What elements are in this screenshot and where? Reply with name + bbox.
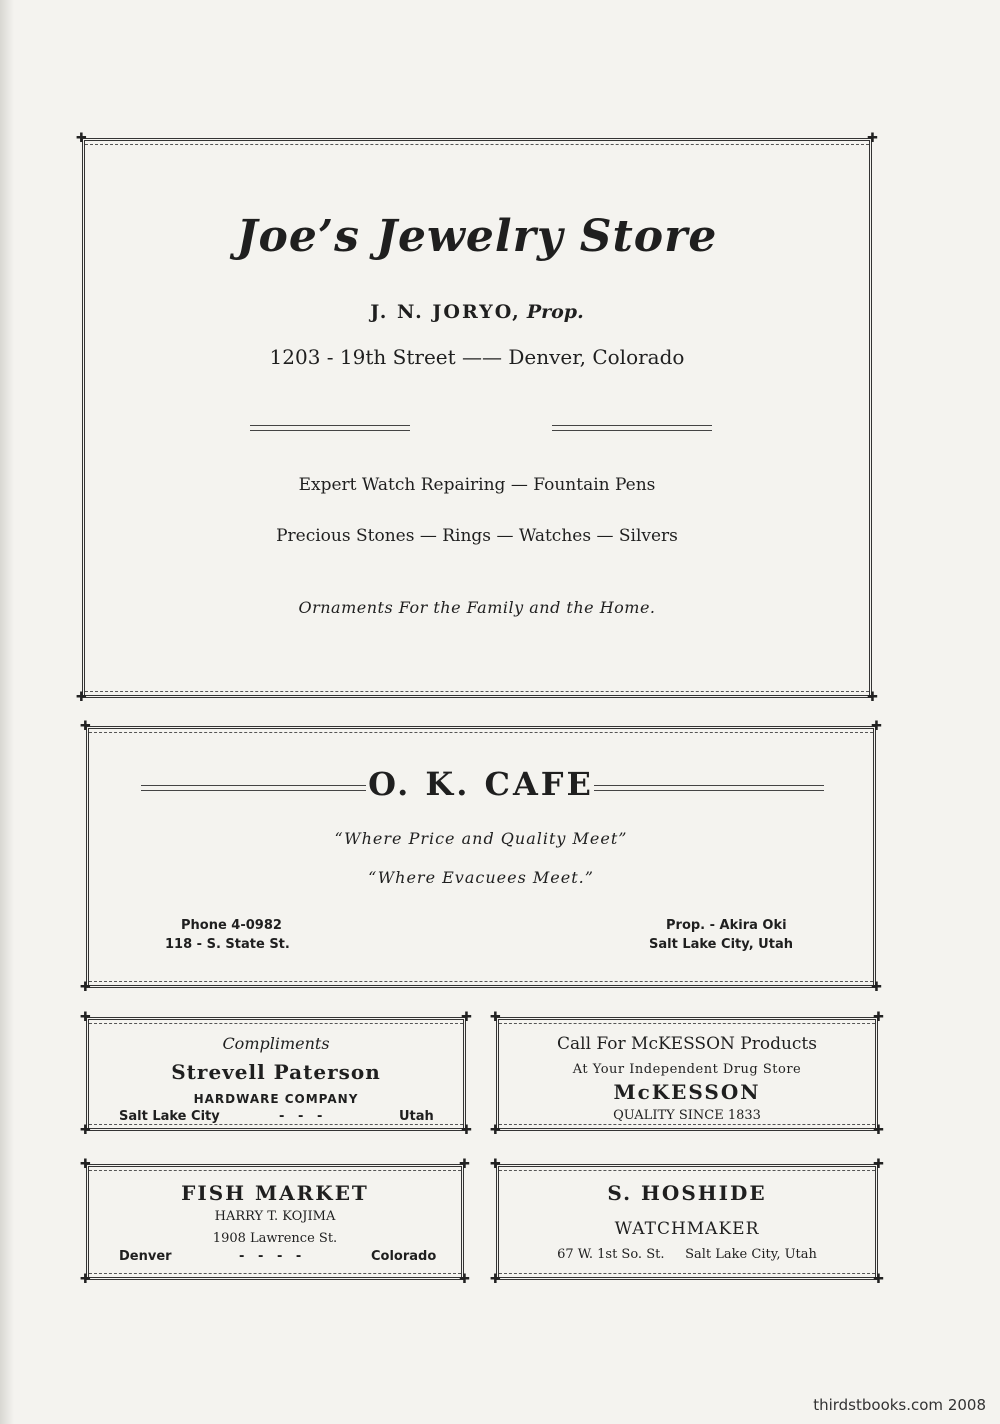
corner-ornament-icon: ✚ <box>873 1010 884 1025</box>
jewelry-services-line1: Expert Watch Repairing — Fountain Pens <box>298 475 656 495</box>
ok-cafe-ad <box>80 719 882 995</box>
corner-ornament-icon: ✚ <box>490 1010 501 1025</box>
jewelry-proprietor <box>85 301 869 323</box>
hardware-compliments: Compliments <box>222 1034 330 1053</box>
hardware-company-ad <box>80 1010 472 1138</box>
fish-market-owner: HARRY T. KOJIMA <box>214 1209 336 1224</box>
corner-ornament-icon: ✚ <box>80 1010 91 1025</box>
fish-market-state: Colorado <box>371 1249 437 1264</box>
jewelry-tagline: Ornaments For the Family and the Home. <box>298 598 656 617</box>
cafe-city: Salt Lake City, Utah <box>649 937 793 952</box>
corner-ornament-icon: ✚ <box>80 1123 91 1138</box>
jewelry-services-line2: Precious Stones — Rings — Watches — Silvers <box>276 526 678 546</box>
corner-ornament-icon: ✚ <box>80 1272 91 1287</box>
corner-ornament-icon: ✚ <box>76 690 87 705</box>
corner-ornament-icon: ✚ <box>871 719 882 734</box>
corner-ornament-icon: ✚ <box>461 1123 472 1138</box>
corner-ornament-icon: ✚ <box>873 1157 884 1172</box>
mckesson-line2: At Your Independent Drug Store <box>572 1062 802 1077</box>
corner-ornament-icon: ✚ <box>76 131 87 146</box>
proprietor-suffix: Prop. <box>526 301 584 323</box>
corner-ornament-icon: ✚ <box>871 980 882 995</box>
fish-market-address: 1908 Lawrence St. <box>212 1231 338 1246</box>
corner-ornament-icon: ✚ <box>459 1272 470 1287</box>
hoshide-trade: WATCHMAKER <box>614 1219 760 1239</box>
mckesson-quality: QUALITY SINCE 1833 <box>613 1108 761 1123</box>
divider-rule-left <box>250 425 410 431</box>
fish-market-city: Denver <box>119 1249 172 1264</box>
cafe-slogan-2: “Where Evacuees Meet.” <box>368 868 594 887</box>
corner-ornament-icon: ✚ <box>80 1157 91 1172</box>
corner-ornament-icon: ✚ <box>490 1157 501 1172</box>
hardware-name: Strevell Paterson <box>171 1060 381 1084</box>
hoshide-ad <box>490 1157 884 1287</box>
cafe-slogan-1: “Where Price and Quality Meet” <box>334 829 628 848</box>
corner-ornament-icon: ✚ <box>80 719 91 734</box>
corner-ornament-icon: ✚ <box>873 1272 884 1287</box>
jewelry-address: 1203 - 19th Street —— Denver, Colorado <box>269 345 685 369</box>
hoshide-name: S. HOSHIDE <box>607 1181 767 1205</box>
corner-ornament-icon: ✚ <box>867 690 878 705</box>
corner-ornament-icon: ✚ <box>873 1123 884 1138</box>
footer-credit: thirdstbooks.com 2008 <box>813 1396 986 1414</box>
fish-market-dashes: - - - - <box>239 1249 302 1264</box>
corner-ornament-icon: ✚ <box>867 131 878 146</box>
fish-market-title: FISH MARKET <box>181 1181 369 1205</box>
mckesson-name: McKESSON <box>613 1080 761 1104</box>
corner-ornament-icon: ✚ <box>459 1157 470 1172</box>
proprietor-name: J. N. JORYO, <box>370 301 521 323</box>
hoshide-address: 67 W. 1st So. St. Salt Lake City, Utah <box>557 1247 817 1262</box>
hardware-dashes: - - - <box>279 1109 323 1124</box>
hardware-company: HARDWARE COMPANY <box>193 1092 359 1106</box>
fish-market-ad <box>80 1157 470 1287</box>
cafe-proprietor: Prop. - Akira Oki <box>666 918 787 933</box>
mckesson-line1: Call For McKESSON Products <box>556 1034 817 1054</box>
corner-ornament-icon: ✚ <box>80 980 91 995</box>
cafe-title: O. K. CAFE <box>368 765 594 803</box>
page-edge-shadow <box>0 0 14 1424</box>
jewelry-store-ad <box>76 131 878 705</box>
corner-ornament-icon: ✚ <box>490 1123 501 1138</box>
cafe-street: 118 - S. State St. <box>165 937 290 952</box>
corner-ornament-icon: ✚ <box>461 1010 472 1025</box>
corner-ornament-icon: ✚ <box>490 1272 501 1287</box>
hardware-city: Salt Lake City <box>119 1109 220 1124</box>
hardware-state: Utah <box>399 1109 434 1124</box>
divider-rule-right <box>552 425 712 431</box>
cafe-phone: Phone 4-0982 <box>181 918 282 933</box>
jewelry-title: Joe’s Jewelry Store <box>236 211 718 262</box>
mckesson-ad <box>490 1010 884 1138</box>
